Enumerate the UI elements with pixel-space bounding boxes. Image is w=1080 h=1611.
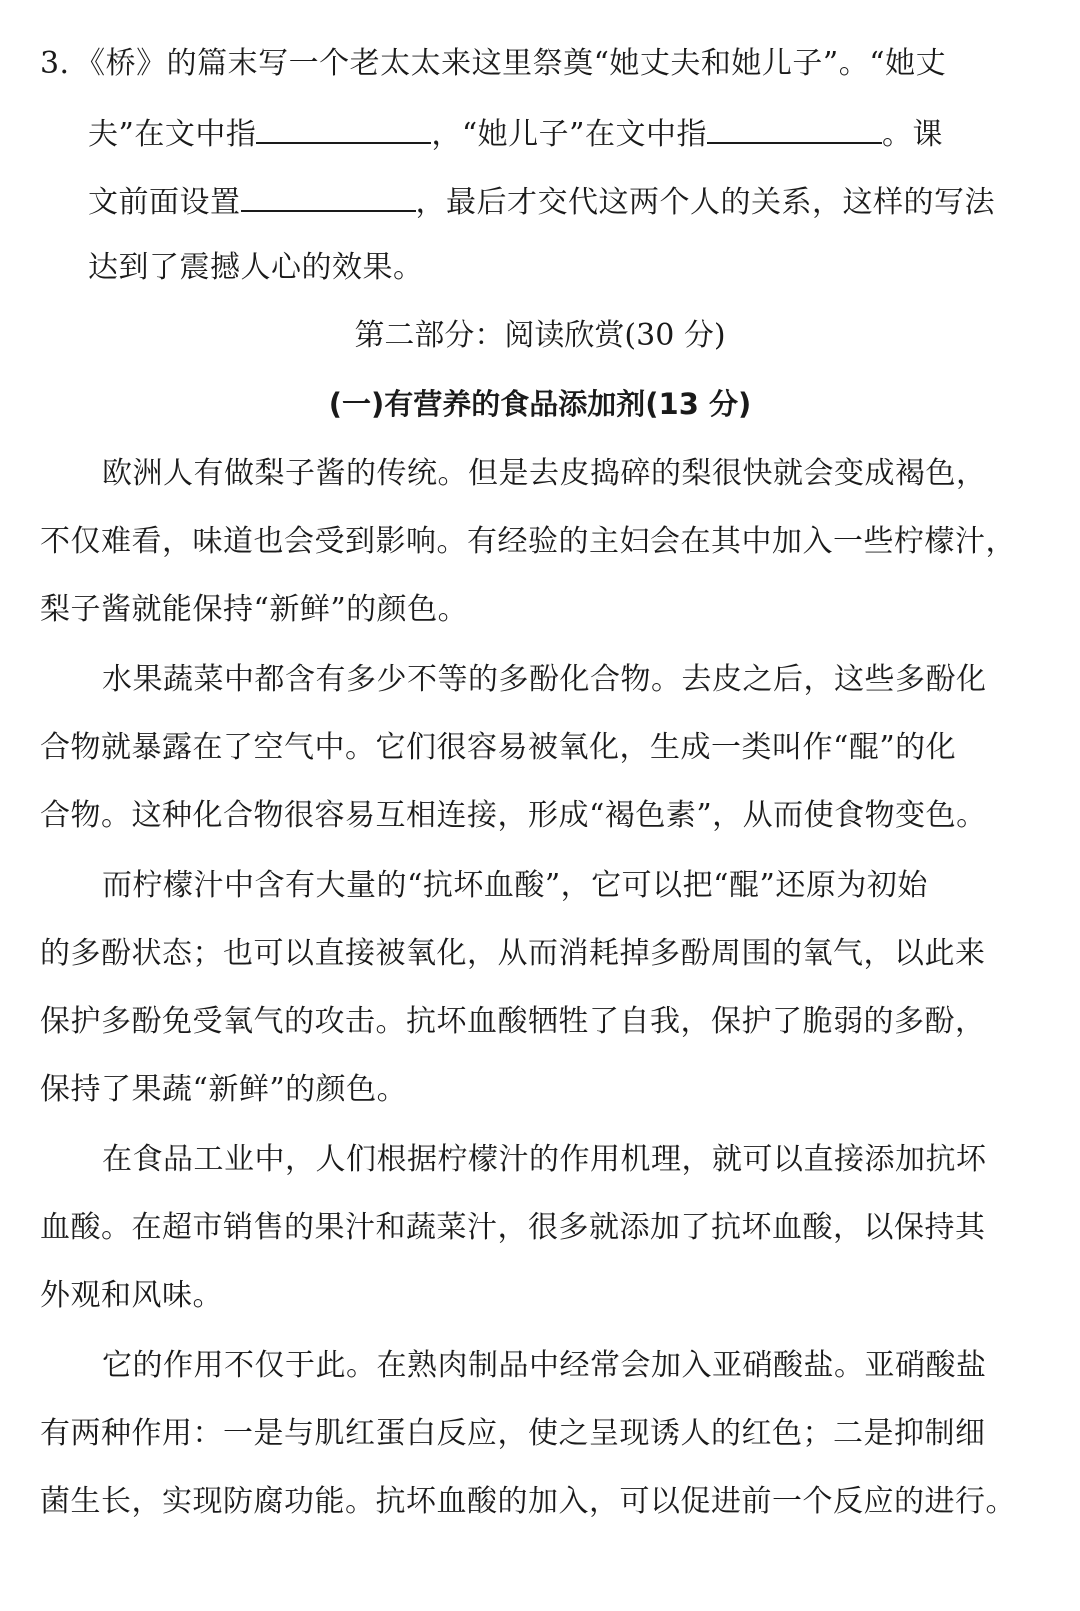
- passage-line: 菌生长，实现防腐功能。抗坏血酸的加入，可以促进前一个反应的进行。: [40, 1484, 1016, 1519]
- passage-line: 外观和风味。: [40, 1278, 223, 1313]
- passage-line: 在食品工业中，人们根据柠檬汁的作用机理，就可以直接添加抗坏: [102, 1142, 987, 1177]
- passage-line: 合物就暴露在了空气中。它们很容易被氧化，生成一类叫作“醌”的化: [40, 730, 957, 765]
- question-3-line-3-part-b: ，最后才交代这两个人的关系，这样的写法: [415, 185, 995, 220]
- question-3-line-2-part-a: 夫”在文中指: [88, 117, 257, 152]
- answer-blank-3[interactable]: [241, 180, 416, 212]
- passage-line: 血酸。在超市销售的果汁和蔬菜汁，很多就添加了抗坏血酸，以保持其: [40, 1210, 986, 1245]
- passage-line: 的多酚状态；也可以直接被氧化，从而消耗掉多酚周围的氧气，以此来: [40, 936, 986, 971]
- passage-line: 合物。这种化合物很容易互相连接，形成“褐色素”，从而使食物变色。: [40, 798, 987, 833]
- question-3-line-2-part-c: 。课: [882, 117, 944, 152]
- question-3-line-2-part-b: ，“她儿子”在文中指: [431, 117, 708, 152]
- question-3-line-2: [88, 112, 1080, 155]
- passage-line: 保护多酚免受氧气的攻击。抗坏血酸牺牲了自我，保护了脆弱的多酚，: [40, 1004, 986, 1039]
- passage-line: 它的作用不仅于此。在熟肉制品中经常会加入亚硝酸盐。亚硝酸盐: [102, 1348, 987, 1383]
- passage-line: 不仅难看，味道也会受到影响。有经验的主妇会在其中加入一些柠檬汁，: [40, 524, 1016, 559]
- question-3-line-3: [88, 180, 1080, 223]
- passage-line: 水果蔬菜中都含有多少不等的多酚化合物。去皮之后，这些多酚化: [102, 662, 987, 697]
- passage-line: 有两种作用：一是与肌红蛋白反应，使之呈现诱人的红色；二是抑制细: [40, 1416, 986, 1451]
- answer-blank-2[interactable]: [707, 112, 882, 144]
- section-title: 第二部分：阅读欣赏(30 分): [354, 318, 726, 353]
- passage-title: (一)有营养的食品添加剂(13 分): [328, 387, 752, 421]
- passage-line: 保持了果蔬“新鲜”的颜色。: [40, 1072, 408, 1107]
- passage-line: 梨子酱就能保持“新鲜”的颜色。: [40, 592, 469, 627]
- passage-line: 而柠檬汁中含有大量的“抗坏血酸”，它可以把“醌”还原为初始: [102, 868, 928, 903]
- passage-line: 欧洲人有做梨子酱的传统。但是去皮捣碎的梨很快就会变成褐色，: [102, 456, 987, 491]
- question-3-line-3-part-a: 文前面设置: [88, 185, 241, 220]
- answer-blank-1[interactable]: [256, 112, 431, 144]
- question-3-line-4: 达到了震撼人心的效果。: [88, 250, 424, 285]
- question-3-line-1: 3．《桥》的篇末写一个老太太来这里祭奠“她丈夫和她儿子”。“她丈: [40, 46, 947, 81]
